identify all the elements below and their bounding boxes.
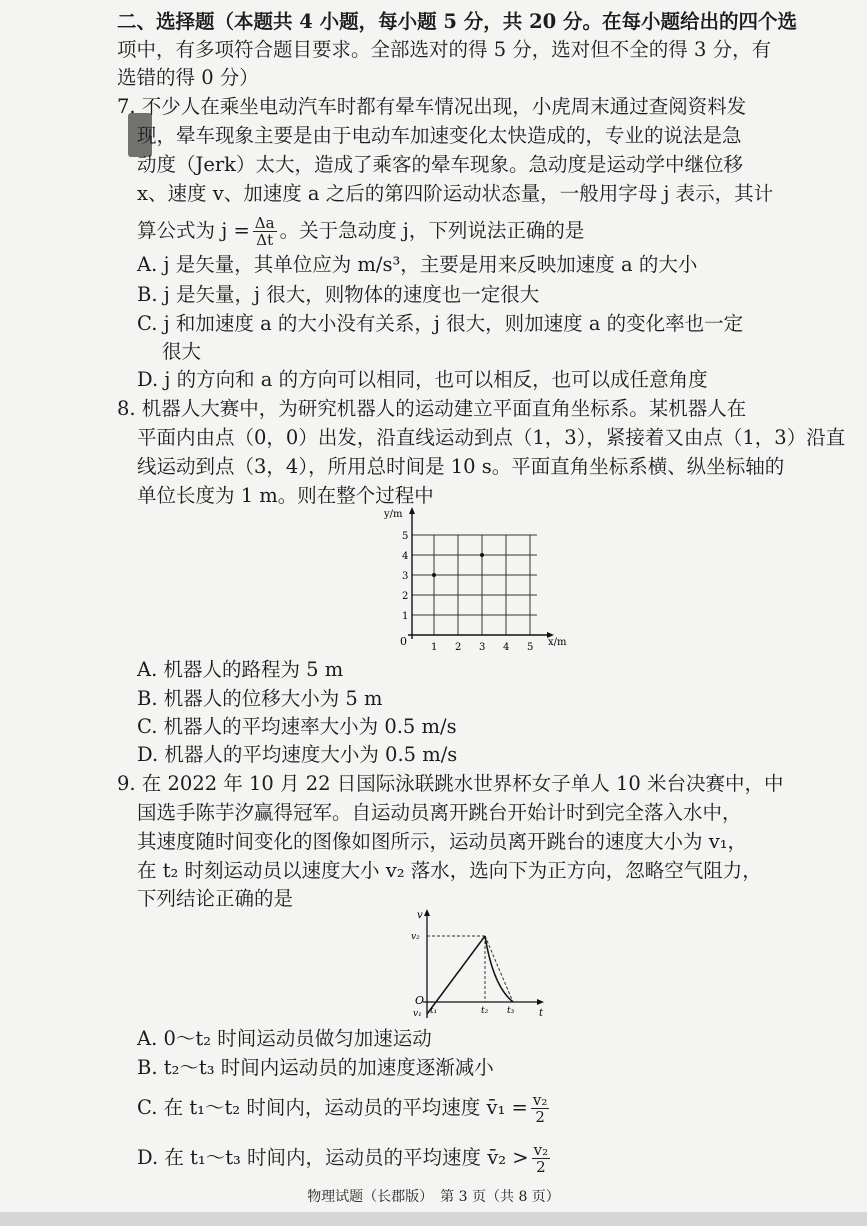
- q7-line1: 7. 不少人在乘坐电动汽车时都有晕车情况出现，小虎周末通过查阅资料发: [117, 95, 747, 118]
- q8-coordinate-graph: [362, 505, 582, 655]
- q8-option-d: D. 机器人的平均速度大小为 0.5 m/s: [137, 743, 458, 766]
- q9-t2-label: t₂: [481, 1006, 489, 1016]
- q8-x-label: x/m: [548, 637, 567, 648]
- q7-formula-suffix: 。关于急动度 j，下列说法正确的是: [279, 219, 585, 242]
- section-header-line2: 项中，有多项符合题目要求。全部选对的得 5 分，选对但不全的得 3 分，有: [117, 38, 772, 61]
- q8-line1: 8. 机器人大赛中，为研究机器人的运动建立平面直角坐标系。某机器人在: [117, 397, 747, 420]
- q7-line2: 现，晕车现象主要是由于电动车加速变化太快造成的，专业的说法是急: [137, 124, 742, 147]
- q7-line5: [137, 215, 584, 248]
- q7-option-c-line1: C. j 和加速度 a 的大小没有关系，j 很大，则加速度 a 的变化率也一定: [137, 312, 744, 335]
- q9-option-d-text: D. 在 t₁～t₃ 时间内，运动员的平均速度 v̄₂ >: [137, 1146, 529, 1169]
- q9-t-label: t: [539, 1008, 544, 1019]
- q9-line2: 国选手陈芋汐赢得冠军。自运动员离开跳台开始计时到完全落入水中，: [137, 801, 742, 824]
- q7-formula-prefix: 算公式为 j =: [137, 219, 250, 242]
- q9-option-d-fraction: [532, 1142, 551, 1175]
- q8-ytick-3: 3: [402, 571, 409, 582]
- q9-option-c-numerator: v₂: [532, 1091, 548, 1109]
- q8-ytick-4: 4: [402, 551, 409, 562]
- q8-xtick-1: 1: [431, 642, 438, 653]
- q9-velocity-time-graph: [405, 908, 555, 1020]
- q9-t3-label: t₃: [507, 1006, 515, 1016]
- q8-xtick-5: 5: [527, 642, 534, 653]
- q8-line2: 平面内由点（0，0）出发，沿直线运动到点（1，3），紧接着又由点（1，3）沿直: [137, 426, 846, 449]
- q7-frac-numerator: Δa: [254, 214, 275, 232]
- q9-origin-label: O: [415, 994, 425, 1007]
- q8-xtick-2: 2: [455, 642, 462, 653]
- q9-line5: 下列结论正确的是: [137, 887, 294, 910]
- q8-point-1-3: [432, 573, 436, 577]
- q8-ytick-5: 5: [402, 531, 409, 542]
- q9-option-c-denominator: 2: [535, 1108, 545, 1126]
- q8-xtick-4: 4: [503, 642, 510, 653]
- q9-v1-label: v₁: [413, 1009, 422, 1019]
- q9-line1: 9. 在 2022 年 10 月 22 日国际泳联跳水世界杯女子单人 10 米台决赛中，中: [117, 772, 784, 795]
- q7-option-a: A. j 是矢量，其单位应为 m/s³，主要是用来反映加速度 a 的大小: [137, 253, 698, 276]
- q9-option-c-text: C. 在 t₁～t₂ 时间内，运动员的平均速度 v̄₁ =: [137, 1096, 528, 1119]
- q7-option-b: B. j 是矢量，j 很大，则物体的速度也一定很大: [137, 283, 540, 306]
- q9-option-a: A. 0～t₂ 时间运动员做匀加速运动: [137, 1027, 432, 1050]
- q9-t1-label: t₁: [430, 1006, 438, 1016]
- q9-option-d: [137, 1142, 553, 1175]
- q7-frac-denominator: Δt: [256, 231, 274, 249]
- q9-dashed-chord: [485, 936, 513, 1002]
- q9-option-d-denominator: 2: [536, 1158, 546, 1176]
- q8-y-axis-arrow: [409, 507, 415, 514]
- q9-option-c: [137, 1092, 552, 1125]
- q8-grid: [412, 535, 537, 635]
- q9-t-axis-arrow: [537, 999, 544, 1005]
- q8-option-c: C. 机器人的平均速率大小为 0.5 m/s: [137, 715, 457, 738]
- q9-line3: 其速度随时间变化的图像如图所示，运动员离开跳台的速度大小为 v₁，: [137, 830, 748, 853]
- q8-xtick-3: 3: [479, 642, 486, 653]
- q7-line4: x、速度 v、加速度 a 之后的第四阶运动状态量，一般用字母 j 表示，其计: [137, 182, 774, 205]
- q9-option-b: B. t₂～t₃ 时间内运动员的加速度逐渐减小: [137, 1056, 494, 1079]
- page-footer: 物理试题（长郡版） 第 3 页（共 8 页）: [307, 1189, 560, 1205]
- bottom-edge-bar: [0, 1212, 867, 1226]
- q9-option-d-numerator: v₂: [533, 1141, 549, 1159]
- q7-option-d: D. j 的方向和 a 的方向可以相同，也可以相反，也可以成任意角度: [137, 368, 708, 391]
- q9-line4: 在 t₂ 时刻运动员以速度大小 v₂ 落水，选向下为正方向，忽略空气阻力，: [137, 859, 762, 882]
- q9-v-axis-arrow: [424, 909, 430, 916]
- q9-option-c-fraction: [531, 1092, 550, 1125]
- section-header-line1: 二、选择题（本题共 4 小题，每小题 5 分，共 20 分。在每小题给出的四个选: [117, 10, 798, 33]
- q8-ytick-1: 1: [402, 611, 409, 622]
- section-header-line3: 选错的得 0 分）: [117, 66, 259, 89]
- q7-line3: 动度（Jerk）太大，造成了乘客的晕车现象。急动度是运动学中继位移: [137, 153, 743, 176]
- q8-option-a: A. 机器人的路程为 5 m: [137, 658, 344, 681]
- q8-point-3-4: [480, 553, 484, 557]
- q7-option-c-line2: 很大: [162, 340, 202, 363]
- q8-line3: 线运动到点（3，4），所用总时间是 10 s。平面直角坐标系横、纵坐标轴的: [137, 455, 785, 478]
- q9-v2-label: v₂: [411, 932, 420, 942]
- q8-ytick-2: 2: [402, 591, 409, 602]
- q9-v-label: v: [417, 910, 423, 921]
- q8-y-label: y/m: [384, 509, 403, 520]
- q8-option-b: B. 机器人的位移大小为 5 m: [137, 687, 383, 710]
- q8-line4: 单位长度为 1 m。则在整个过程中: [137, 484, 434, 507]
- q8-origin-label: 0: [400, 635, 407, 648]
- q7-formula-fraction: [253, 215, 277, 248]
